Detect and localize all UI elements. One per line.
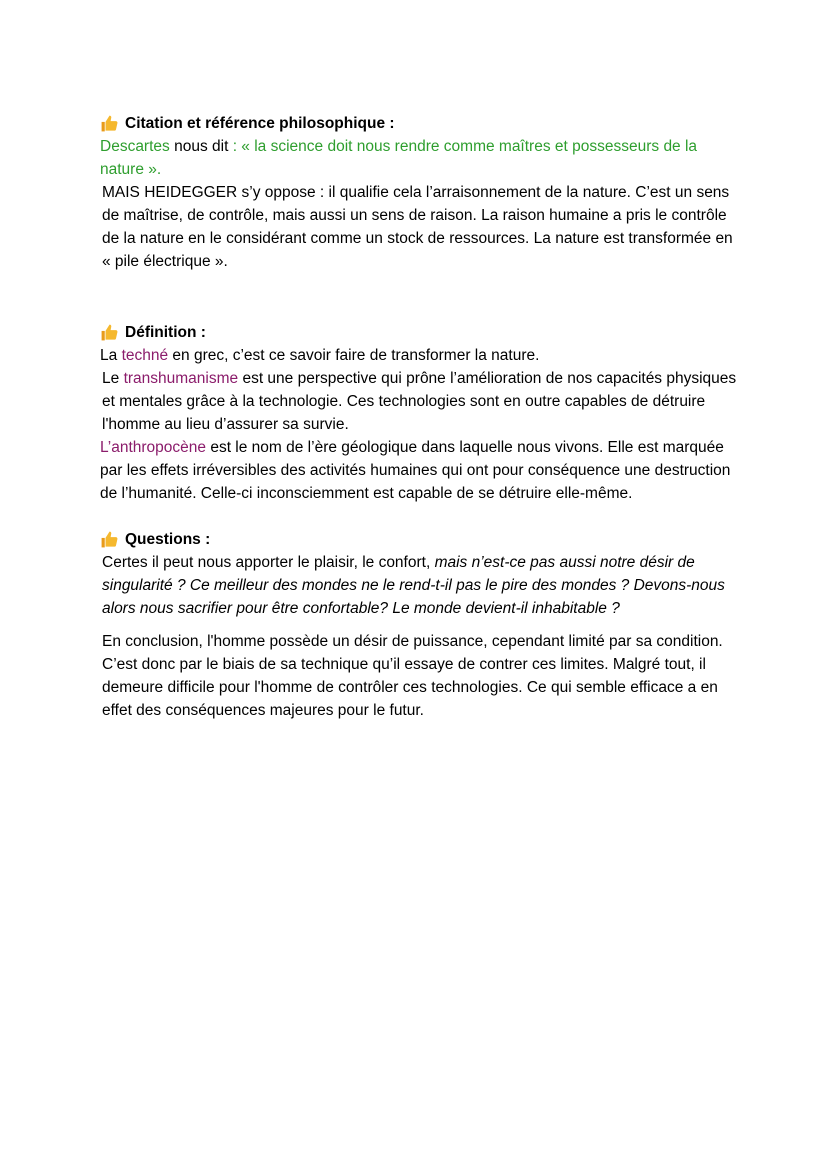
techne-post: en grec, c’est ce savoir faire de transformer la nature. — [168, 347, 540, 364]
section-heading-questions — [100, 528, 740, 551]
document-page — [100, 112, 740, 722]
section-conclusion — [100, 630, 740, 722]
thumbs-up-icon — [100, 114, 119, 133]
transhumanisme-term: transhumanisme — [123, 370, 239, 387]
descartes-name: Descartes — [100, 138, 170, 155]
questions-paragraph — [100, 551, 740, 620]
questions-italic: mais n’est-ce pas aussi notre désir de singularité ? Ce meilleur des mondes ne le rend-t-il pas le pire des mondes ? Devons-nous alors nous sacrifier pour être confortable? Le monde devient-il inhabitable ? — [102, 554, 725, 617]
thumbs-up-icon — [100, 323, 119, 342]
transhumanisme-paragraph — [100, 367, 740, 436]
anthropocene-term: L’anthropocène — [100, 439, 207, 456]
section-citation — [100, 112, 740, 273]
techne-pre: La — [100, 347, 122, 364]
anthropocene-paragraph — [100, 436, 740, 505]
heading-text: Définition : — [125, 324, 206, 341]
heading-text: Citation et référence philosophique : — [125, 115, 395, 132]
heading-text: Questions : — [125, 531, 211, 548]
section-heading-definition — [100, 321, 740, 344]
descartes-quote: : « la science doit nous rendre comme maîtres et possesseurs de la nature ». — [100, 138, 698, 178]
descartes-paragraph — [100, 135, 740, 181]
thumbs-up-icon — [100, 530, 119, 549]
heidegger-paragraph: MAIS HEIDEGGER s’y oppose : il qualifie cela l’arraisonnement de la nature. C’est un sens de maîtrise, de contrôle, mais aussi un sens de raison. La raison humaine a pris le contrôle de la nature en le considérant comme un stock de ressources. La nature est transformée en « pile électrique ». — [102, 184, 733, 270]
descartes-mid: nous dit — [169, 138, 233, 155]
techne-paragraph — [100, 344, 740, 367]
section-questions — [100, 528, 740, 620]
questions-plain: Certes il peut nous apporter le plaisir, le confort, — [102, 554, 435, 571]
section-definition — [100, 321, 740, 505]
techne-term: techné — [121, 347, 169, 364]
trans-post: est une perspective qui prône l’amélioration de nos capacités physiques et mentales grâce à la technologie. Ces technologies sont en outre capables de détruire l'homme au lieu d’assurer sa survie. — [102, 370, 737, 433]
section-heading-citation — [100, 112, 740, 135]
anthro-post: est le nom de l’ère géologique dans laquelle nous vivons. Elle est marquée par les effets irréversibles des activités humaines qui ont pour conséquence une destruction de l’humanité. Celle-ci inconsciemment est capable de se détruire elle-même. — [100, 439, 731, 502]
conclusion-paragraph: En conclusion, l'homme possède un désir de puissance, cependant limité par sa condition. C’est donc par le biais de sa technique qu’il essaye de contrer ces limites. Malgré tout, il demeure difficile pour l'homme de contrôler ces technologies. Ce qui semble efficace a en effet des conséquences majeures pour le futur. — [102, 633, 723, 719]
trans-pre: Le — [102, 370, 124, 387]
